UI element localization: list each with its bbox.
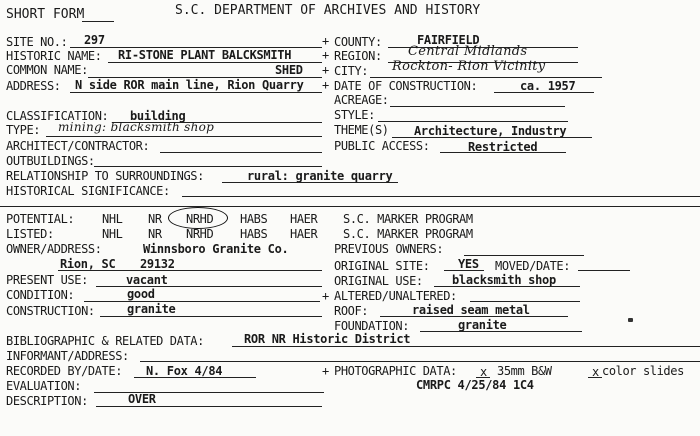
- photo-bw-label: 35mm B&W: [497, 364, 552, 378]
- condition-label: CONDITION:: [6, 288, 75, 302]
- city-line: [370, 77, 602, 78]
- recorded-by-line: [134, 377, 256, 378]
- original-site-value: YES: [458, 257, 479, 271]
- photo-color-line: [588, 377, 602, 378]
- acreage-label: ACREAGE:: [334, 93, 389, 107]
- date-construction-value: ca. 1957: [520, 79, 576, 93]
- themes-value: Architecture, Industry: [414, 124, 567, 138]
- evaluation-value: CMRPC 4/25/84 1C4: [416, 378, 534, 392]
- listed-nhl: NHL: [102, 227, 123, 241]
- classification-value: building: [130, 109, 186, 123]
- public-access-line: [440, 152, 566, 153]
- ink-speck: [628, 318, 633, 322]
- roof-label: ROOF:: [334, 304, 369, 318]
- date-construction-label: DATE OF CONSTRUCTION:: [334, 79, 478, 93]
- date-construction-line: [494, 92, 594, 93]
- listed-nrhd: NRHD: [186, 227, 214, 241]
- address-line: [70, 92, 322, 93]
- architect-line: [160, 152, 322, 153]
- listed-marker: S.C. MARKER PROGRAM: [343, 227, 473, 241]
- potential-nrhd: NRHD: [186, 212, 214, 226]
- relationship-value: rural: granite quarry: [247, 169, 393, 183]
- photo-color-label: color slides: [602, 364, 684, 378]
- moved-date-label: MOVED/DATE:: [495, 259, 571, 273]
- owner-city: Rion, SC: [60, 257, 116, 271]
- plus-mark: +: [322, 48, 329, 62]
- roof-line: [380, 316, 568, 317]
- section-divider: [0, 206, 700, 207]
- potential-habs: HABS: [240, 212, 268, 226]
- site-no-value: 297: [84, 33, 105, 47]
- historical-significance-line: [182, 196, 700, 197]
- city-label: CITY:: [334, 64, 369, 78]
- county-value: FAIRFIELD: [417, 33, 480, 47]
- listed-label: LISTED:: [6, 227, 54, 241]
- photo-color-check: x: [592, 365, 599, 379]
- listed-haer: HAER: [290, 227, 318, 241]
- region-label: REGION:: [334, 49, 382, 63]
- owner-zip: 29132: [140, 257, 175, 271]
- recorded-by-label: RECORDED BY/DATE:: [6, 364, 123, 378]
- previous-owners-line: [464, 255, 584, 256]
- foundation-line: [420, 331, 582, 332]
- photo-bw-check: x: [480, 365, 487, 379]
- altered-label: ALTERED/UNALTERED:: [334, 289, 457, 303]
- description-label: DESCRIPTION:: [6, 394, 88, 408]
- original-use-label: ORIGINAL USE:: [334, 274, 423, 288]
- historic-name-label: HISTORIC NAME:: [6, 49, 102, 63]
- relationship-label: RELATIONSHIP TO SURROUNDINGS:: [6, 169, 204, 183]
- description-line: [96, 406, 322, 407]
- county-label: COUNTY:: [334, 35, 382, 49]
- construction-line: [100, 316, 322, 317]
- roof-value: raised seam metal: [412, 303, 530, 317]
- region-value: Central Midlands: [408, 44, 528, 59]
- public-access-label: PUBLIC ACCESS:: [334, 139, 430, 153]
- photographic-data-label: PHOTOGRAPHIC DATA:: [334, 364, 457, 378]
- architect-label: ARCHITECT/CONTRACTOR:: [6, 139, 150, 153]
- common-name-label: COMMON NAME:: [6, 63, 88, 77]
- address-value: N side ROR main line, Rion Quarry: [75, 78, 304, 92]
- plus-mark: +: [322, 78, 329, 92]
- bibliographic-label: BIBLIOGRAPHIC & RELATED DATA:: [6, 334, 204, 348]
- potential-nr: NR: [148, 212, 162, 226]
- condition-line: [84, 301, 320, 302]
- potential-marker: S.C. MARKER PROGRAM: [343, 212, 473, 226]
- original-use-line: [434, 286, 580, 287]
- relationship-line: [222, 182, 398, 183]
- moved-date-line: [578, 270, 630, 271]
- informant-label: INFORMANT/ADDRESS:: [6, 349, 129, 363]
- present-use-value: vacant: [126, 273, 168, 287]
- bibliographic-line: [232, 346, 700, 347]
- listed-nr: NR: [148, 227, 162, 241]
- style-label: STYLE:: [334, 108, 375, 122]
- informant-line: [140, 361, 700, 362]
- owner-name: Winnsboro Granite Co.: [143, 242, 289, 256]
- themes-line: [392, 137, 592, 138]
- site-no-label: SITE NO.:: [6, 35, 68, 49]
- classification-label: CLASSIFICATION:: [6, 109, 109, 123]
- evaluation-label: EVALUATION:: [6, 379, 82, 393]
- original-site-line: [444, 270, 484, 271]
- owner-label: OWNER/ADDRESS:: [6, 242, 102, 256]
- potential-haer: HAER: [290, 212, 318, 226]
- potential-label: POTENTIAL:: [6, 212, 75, 226]
- potential-nhl: NHL: [102, 212, 123, 226]
- outbuildings-label: OUTBUILDINGS:: [6, 154, 95, 168]
- common-name-value: SHED: [275, 63, 303, 77]
- historic-name-value: RI-STONE PLANT BALCKSMITH: [118, 48, 292, 62]
- original-site-label: ORIGINAL SITE:: [334, 259, 430, 273]
- condition-value: good: [127, 287, 155, 301]
- listed-habs: HABS: [240, 227, 268, 241]
- type-line: [46, 136, 322, 137]
- type-label: TYPE:: [6, 123, 41, 137]
- original-use-value: blacksmith shop: [452, 273, 556, 287]
- description-value: OVER: [128, 392, 156, 406]
- form-type-underline: [82, 21, 114, 22]
- type-value: mining: blacksmith shop: [58, 120, 215, 134]
- public-access-value: Restricted: [468, 140, 538, 154]
- acreage-line: [390, 106, 565, 107]
- nrhd-circle-mark: [168, 207, 228, 229]
- foundation-value: granite: [458, 318, 507, 332]
- plus-mark: +: [322, 34, 329, 48]
- construction-value: granite: [127, 302, 176, 316]
- form-type: SHORT FORM: [6, 7, 85, 22]
- recorded-by-value: N. Fox 4/84: [146, 364, 223, 378]
- owner-city-line: [58, 270, 322, 271]
- themes-label: THEME(S): [334, 123, 389, 137]
- agency-title: S.C. DEPARTMENT OF ARCHIVES AND HISTORY: [175, 3, 481, 18]
- previous-owners-label: PREVIOUS OWNERS:: [334, 242, 444, 256]
- bibliographic-value: ROR NR Historic District: [244, 332, 411, 346]
- city-value: Rockton- Rion Vicinity: [392, 59, 546, 74]
- altered-line: [470, 301, 580, 302]
- construction-label: CONSTRUCTION:: [6, 304, 95, 318]
- outbuildings-line: [94, 166, 322, 167]
- style-line: [378, 121, 568, 122]
- plus-mark: +: [322, 63, 329, 77]
- plus-mark: +: [322, 364, 329, 378]
- historical-significance-label: HISTORICAL SIGNIFICANCE:: [6, 184, 170, 198]
- plus-mark: +: [322, 289, 329, 303]
- present-use-label: PRESENT USE:: [6, 273, 88, 287]
- address-label: ADDRESS:: [6, 79, 61, 93]
- foundation-label: FOUNDATION:: [334, 319, 410, 333]
